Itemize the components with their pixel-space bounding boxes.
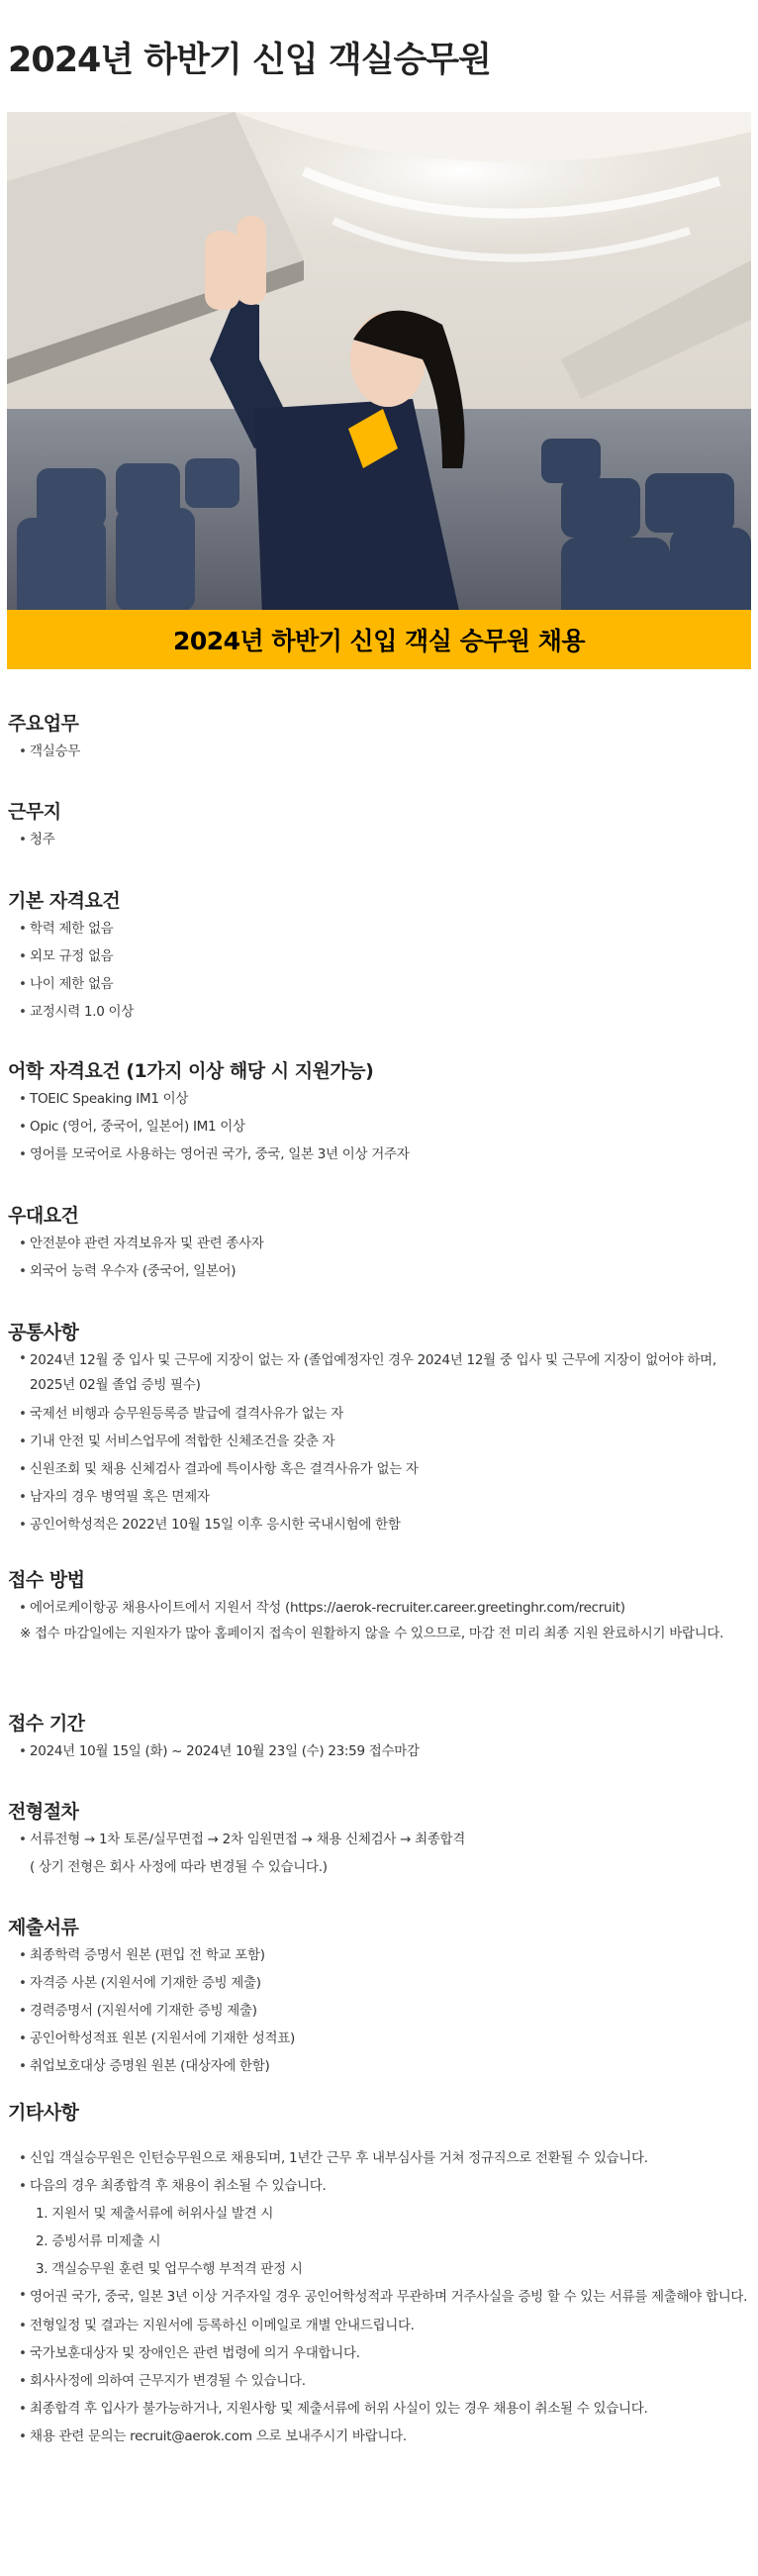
list-item: • 외국어 능력 우수자 (중국어, 일본어): [8, 1257, 750, 1285]
list-item: • 최종학력 증명서 원본 (편입 전 학교 포함): [8, 1941, 750, 1969]
list-item: • 남자의 경우 병역필 혹은 면제자: [8, 1483, 750, 1511]
list-item: • 학력 제한 없음: [8, 915, 750, 942]
list-item: • 전형일정 및 결과는 지원서에 등록하신 이메일로 개별 안내드립니다.: [8, 2312, 750, 2339]
list-item: • 공인어학성적표 원본 (지원서에 기재한 성적표): [8, 2025, 750, 2052]
section-title: 근무지: [8, 801, 61, 823]
section-title: 전형절차: [8, 1801, 79, 1823]
list-item: • 서류전형 → 1차 토론/실무면접 → 2차 임원면접 → 채용 신체검사 → 최종합격: [8, 1826, 750, 1853]
section-title: 접수 기간: [8, 1713, 85, 1734]
list-item: • 채용 관련 문의는 recruit@aerok.com 으로 보내주시기 바랍니다.: [8, 2423, 750, 2450]
section-title: 접수 방법: [8, 1569, 85, 1591]
section-basic-requirements: [8, 887, 750, 1026]
list-item: • Opic (영어, 중국어, 일본어) IM1 이상: [8, 1113, 750, 1140]
list-item: • 경력증명서 (지원서에 기재한 증빙 제출): [8, 1997, 750, 2025]
section-duty: [8, 710, 750, 765]
banner-title: 2024년 하반기 신입 객실 승무원 채용: [172, 627, 586, 655]
list-item: • 영어권 국가, 중국, 일본 3년 이상 거주자일 경우 공인어학성적과 무관하며 거주사실을 증빙 할 수 있는 서류를 제출해야 합니다.: [8, 2283, 750, 2312]
sub-list-item: 3. 객실승무원 훈련 및 업무수행 부적격 판정 시: [36, 2261, 303, 2277]
list-item: • 영어를 모국어로 사용하는 영어권 국가, 중국, 일본 3년 이상 거주자: [8, 1140, 750, 1168]
section-title: 제출서류: [8, 1917, 79, 1938]
list-item: • 기내 안전 및 서비스업무에 적합한 신체조건을 갖춘 자: [8, 1428, 750, 1455]
list-item: • 국가보훈대상자 및 장애인은 관련 법령에 의거 우대합니다.: [8, 2339, 750, 2367]
apply-note: ※ 접수 마감일에는 지원자가 많아 홈페이지 접속이 원활하지 않을 수 있으므로, 마감 전 미리 최종 지원 완료하시기 바랍니다.: [20, 1626, 724, 1641]
list-item: • 외모 규정 없음: [8, 942, 750, 970]
section-language-requirements: [8, 1057, 750, 1168]
list-item: • 신입 객실승무원은 인턴승무원으로 채용되며, 1년간 근무 후 내부심사를 거쳐 정규직으로 전환될 수 있습니다.: [8, 2144, 750, 2172]
recruitment-banner: [7, 610, 751, 669]
section-title: 기타사항: [8, 2102, 79, 2124]
list-item: • 2024년 10월 15일 (화) ~ 2024년 10월 23일 (수) 23:59 접수마감: [8, 1737, 750, 1765]
list-item: • 회사사정에 의하여 근무지가 변경될 수 있습니다.: [8, 2367, 750, 2395]
list-item: • 안전분야 관련 자격보유자 및 관련 종사자: [8, 1230, 750, 1257]
list-item: • 자격증 사본 (지원서에 기재한 증빙 제출): [8, 1969, 750, 1997]
list-item: • 에어로케이항공 채용사이트에서 지원서 작성 (https://aerok-recruiter.career.greetinghr.com/recruit): [8, 1594, 750, 1622]
section-title: 공통사항: [8, 1322, 79, 1343]
section-process: [8, 1798, 750, 1881]
sub-list-item: 1. 지원서 및 제출서류에 허위사실 발견 시: [36, 2206, 274, 2222]
section-title: 우대요건: [8, 1205, 79, 1227]
list-item: • 다음의 경우 최종합격 후 채용이 취소될 수 있습니다.: [8, 2172, 750, 2200]
list-item: • TOEIC Speaking IM1 이상: [8, 1085, 750, 1113]
cabin-crew-photo: [7, 112, 751, 669]
section-common: [8, 1319, 750, 1538]
list-item: • 청주: [8, 826, 750, 853]
section-apply-method: [8, 1566, 750, 1646]
list-item: • 교정시력 1.0 이상: [8, 998, 750, 1026]
section-title: 기본 자격요건: [8, 890, 121, 912]
page-title: 2024년 하반기 신입 객실승무원: [8, 41, 491, 81]
list-item: • 2024년 12월 중 입사 및 근무에 지장이 없는 자 (졸업예정자인 경우 2024년 12월 중 입사 및 근무에 지장이 없어야 하며, 2025년 02월 졸업 증빙 필수): [8, 1346, 750, 1400]
list-item: • 공인어학성적은 2022년 10월 15일 이후 응시한 국내시험에 한함: [8, 1511, 750, 1538]
section-location: [8, 798, 750, 853]
section-apply-period: [8, 1710, 750, 1765]
list-item: • 신원조회 및 채용 신체검사 결과에 특이사항 혹은 결격사유가 없는 자: [8, 1455, 750, 1483]
hero-image: [7, 112, 751, 669]
list-item: • 국제선 비행과 승무원등록증 발급에 결격사유가 없는 자: [8, 1400, 750, 1428]
section-title: 어학 자격요건 (1가지 이상 해당 시 지원가능): [8, 1060, 374, 1082]
section-preferred: [8, 1202, 750, 1285]
section-documents: [8, 1914, 750, 2080]
list-item: • 취업보호대상 증명원 원본 (대상자에 한함): [8, 2052, 750, 2080]
list-item: • 최종합격 후 입사가 불가능하거나, 지원사항 및 제출서류에 허위 사실이 있는 경우 채용이 취소될 수 있습니다.: [8, 2395, 750, 2423]
list-item: • 나이 제한 없음: [8, 970, 750, 998]
section-title: 주요업무: [8, 713, 79, 735]
sub-list-item: 2. 증빙서류 미제출 시: [36, 2233, 161, 2249]
process-note: ( 상기 전형은 회사 사정에 따라 변경될 수 있습니다.): [30, 1859, 328, 1875]
section-etc: [8, 2099, 750, 2450]
list-item: • 객실승무: [8, 738, 750, 765]
